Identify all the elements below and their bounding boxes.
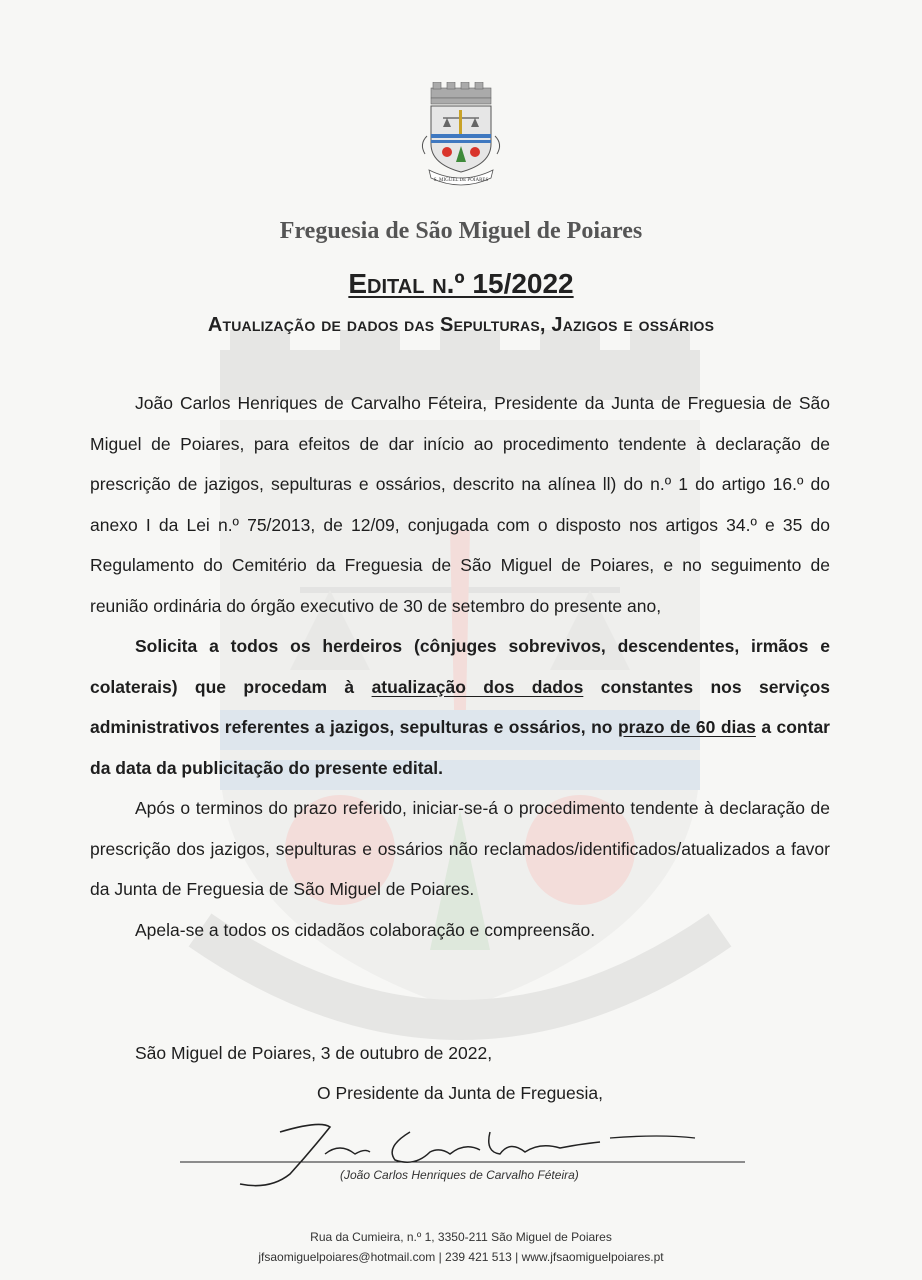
signer-name: (João Carlos Henriques de Carvalho Féteira) [340, 1168, 579, 1182]
paragraph-intro: João Carlos Henriques de Carvalho Féteira, Presidente da Junta de Freguesia de São Miguel de Poiares, para efeitos de dar início ao procedimento tendente à declaração de prescrição de jazigos, sepulturas e ossários, descrito na alínea ll) do n.º 1 do artigo 16.º do anexo I da Lei n.º 75/2013, de 12/09, conjugada com o disposto nos artigos 34.º e 35 do Regulamento do Cemitério da Freguesia de São Miguel de Poiares, e no seguimento de reunião ordinária do órgão executivo de 30 de setembro do presente ano, [90, 393, 830, 616]
paragraph-appeal: Apela-se a todos os cidadãos colaboração e compreensão. [135, 919, 596, 940]
coat-of-arms-logo [413, 82, 509, 188]
underlined-update-data: atualização dos dados [371, 676, 584, 697]
edital-body [90, 383, 830, 950]
footer-contacts: jfsaomiguelpoiares@hotmail.com | 239 421 513 | www.jfsaomiguelpoiares.pt [258, 1250, 664, 1264]
footer [0, 1227, 922, 1267]
paragraph-request: Solicita a todos os herdeiros (cônjuges sobrevivos, descendentes, irmãos e colaterais) que procedam à atualização dos dados constantes nos serviços administrativos referentes a jazigos, sepulturas e ossários, no prazo de 60 dias a contar da data da publicitação do presente edital. [90, 636, 830, 778]
edital-subject: Atualização de dados das Sepulturas, Jazigos e ossários [207, 314, 715, 336]
footer-address: Rua da Cumieira, n.º 1, 3350-211 São Miguel de Poiares [310, 1230, 612, 1244]
signatory-role: O Presidente da Junta de Freguesia, [317, 1083, 604, 1103]
underlined-deadline: prazo de 60 dias [617, 717, 756, 737]
paragraph-consequence: Após o terminos do prazo referido, iniciar-se-á o procedimento tendente à declaração de prescrição dos jazigos, sepulturas e ossários não reclamados/identificados/atualizados a favor da Junta de Freguesia de São Miguel de Poiares. [90, 798, 830, 899]
svg-text:S. MIGUEL DE POIARES: S. MIGUEL DE POIARES [433, 178, 489, 183]
document-date: São Miguel de Poiares, 3 de outubro de 2022, [135, 1043, 493, 1063]
edital-title: Edital n.º 15/2022 [348, 268, 574, 299]
organization-name: Freguesia de São Miguel de Poiares [279, 218, 643, 244]
